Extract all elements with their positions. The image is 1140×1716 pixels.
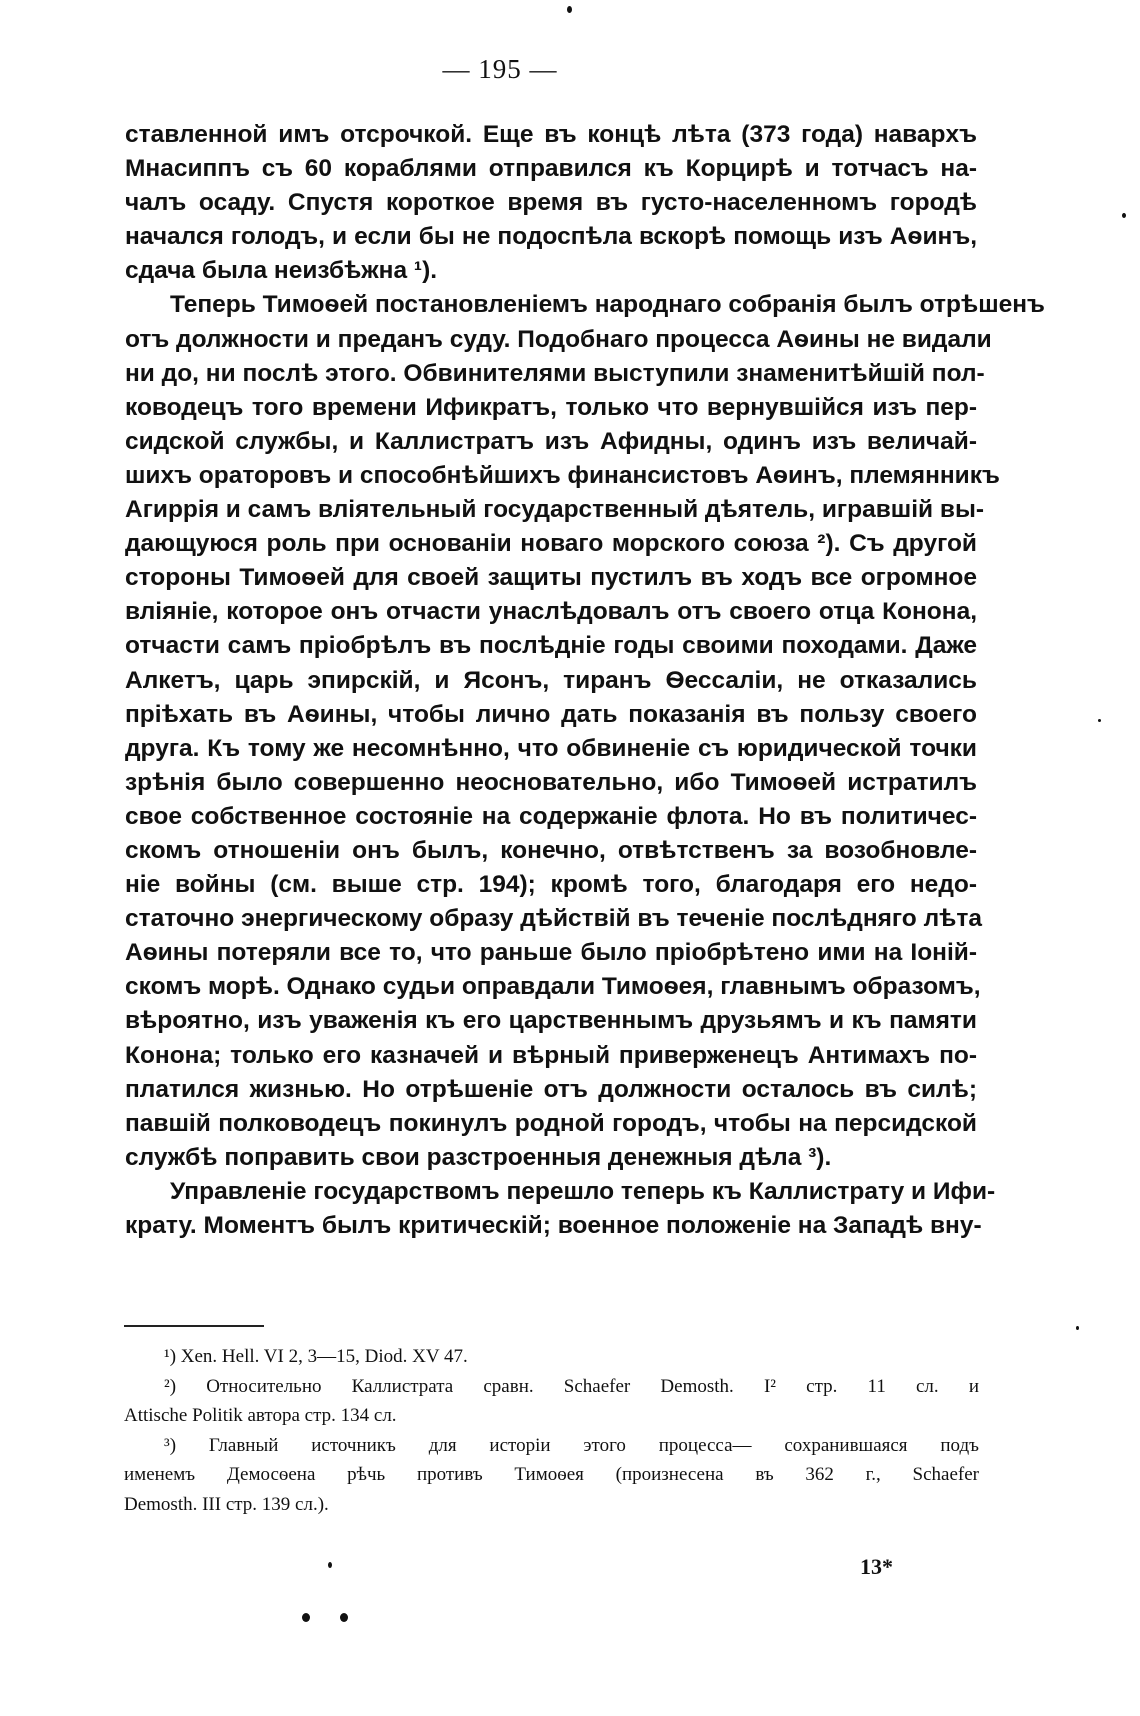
text-line: свое собственное состояніе на содержаніе флота. Но въ политичес-	[125, 802, 977, 830]
text-line: сдача была неизбѣжна ¹).	[125, 257, 438, 285]
text-line: дающуюся роль при основаніи новаго морского союза ²). Съ другой	[125, 530, 977, 558]
text-line: сидской службы, и Каллистратъ изъ Афидны, одинъ изъ величай-	[125, 427, 977, 455]
text-line: отъ должности и преданъ суду. Подобнаго процесса Аѳины не видали	[125, 325, 992, 353]
text-line: стороны Тимоѳей для своей защиты пустилъ въ ходъ все огромное	[125, 564, 977, 592]
text-line: Агиррія и самъ вліятельный государственный дѣятель, игравшій вы-	[125, 496, 985, 524]
text-line: зрѣнія было совершенно неосновательно, ибо Тимоѳей истратилъ	[125, 768, 977, 796]
main-text	[125, 118, 1045, 1243]
text-line: пріѣхать въ Аѳины, чтобы лично дать показанія въ пользу своего	[125, 700, 977, 728]
text-line: чалъ осаду. Спустя короткое время въ густо-населенномъ городѣ	[125, 189, 977, 217]
page-number: — 195 —	[442, 54, 558, 84]
text-line: Мнасиппъ съ 60 кораблями отправился къ Корцирѣ и тотчасъ на-	[125, 155, 977, 183]
scan-speck	[567, 6, 572, 13]
text-line: вѣроятно, изъ уваженія къ его царственнымъ друзьямъ и къ памяти	[125, 1007, 977, 1035]
text-line: крату. Моментъ былъ критическій; военное положеніе на Западѣ вну-	[125, 1212, 982, 1239]
footnote-3: ³) Главный источникъ для исторіи этого процесса— сохранившаяся подъ	[164, 1434, 979, 1456]
text-line: ни до, ни послѣ этого. Обвинителями выступили знаменитѣйшій пол-	[125, 359, 985, 387]
text-line: статочно энергическому образу дѣйствій въ теченіе послѣдняго лѣта	[125, 905, 982, 933]
text-line: ніе войны (см. выше стр. 194); кромѣ того, благодаря его недо-	[125, 871, 977, 899]
footnote-3-end: Demosth. III стр. 139 сл.).	[124, 1493, 329, 1515]
text-line: Управленіе государствомъ перешло теперь къ Каллистрату и Ифи-	[170, 1177, 996, 1205]
text-line: Теперь Тимоѳей постановленіемъ народнаго собранія былъ отрѣшенъ	[170, 291, 1045, 319]
footnote-2-cont: Attische Politik автора стр. 134 сл.	[124, 1405, 397, 1426]
text-line: Аѳины потеряли все то, что раньше было пріобрѣтено ими на Іоній-	[125, 939, 977, 967]
scan-speck	[328, 1562, 332, 1568]
text-line: вліяніе, которое онъ отчасти унаслѣдовалъ отъ своего отца Конона,	[125, 598, 977, 626]
footnotes	[124, 1342, 979, 1519]
scan-speck	[1122, 213, 1126, 218]
scan-speck	[302, 1613, 310, 1622]
scan-speck	[1098, 719, 1101, 722]
footnote-divider	[124, 1325, 264, 1327]
text-line: службѣ поправить свои разстроенныя денежныя дѣла ³).	[125, 1143, 832, 1171]
text-line: ководецъ того времени Ификратъ, только что вернувшійся изъ пер-	[125, 393, 977, 421]
scan-speck	[1076, 1326, 1079, 1330]
text-line: друга. Къ тому же несомнѣнно, что обвиненіе съ юридической точки	[125, 734, 977, 762]
footnote-1: ¹) Xen. Hell. VI 2, 3—15, Diod. XV 47.	[164, 1346, 468, 1367]
text-line: павшій полководецъ покинулъ родной городъ, чтобы на персидской	[125, 1109, 977, 1137]
signature-mark: 13*	[860, 1554, 893, 1579]
text-line: Конона; только его казначей и вѣрный приверженецъ Антимахъ по-	[125, 1041, 977, 1069]
text-line: начался голодъ, и если бы не подоспѣла вскорѣ помощь изъ Аѳинъ,	[125, 223, 977, 251]
footnote-3-cont: именемъ Демосѳена рѣчь противъ Тимоѳея (произнесена въ 362 г., Schaefer	[124, 1464, 979, 1485]
text-line: Алкетъ, царь эпирскій, и Ясонъ, тиранъ Ѳессаліи, не отказались	[125, 666, 977, 694]
text-line: отчасти самъ пріобрѣлъ въ послѣдніе годы своими походами. Даже	[125, 632, 977, 660]
text-line: шихъ ораторовъ и способнѣйшихъ финансистовъ Аѳинъ, племянникъ	[125, 461, 1000, 489]
text-line: ставленной имъ отсрочкой. Еще въ концѣ лѣта (373 года) наварxъ	[125, 121, 977, 148]
text-line: скомъ морѣ. Однако судьи оправдали Тимоѳея, главнымъ образомъ,	[125, 973, 981, 1001]
text-line: платился жизнью. Но отрѣшеніе отъ должности осталось въ силѣ;	[125, 1075, 977, 1103]
footnote-2: ²) Относительно Каллистрата сравн. Schaefer Demosth. I² стр. 11 сл. и	[164, 1375, 979, 1397]
text-line: скомъ отношеніи онъ былъ, конечно, отвѣтственъ за возобновле-	[125, 836, 977, 864]
scan-speck	[340, 1613, 348, 1622]
